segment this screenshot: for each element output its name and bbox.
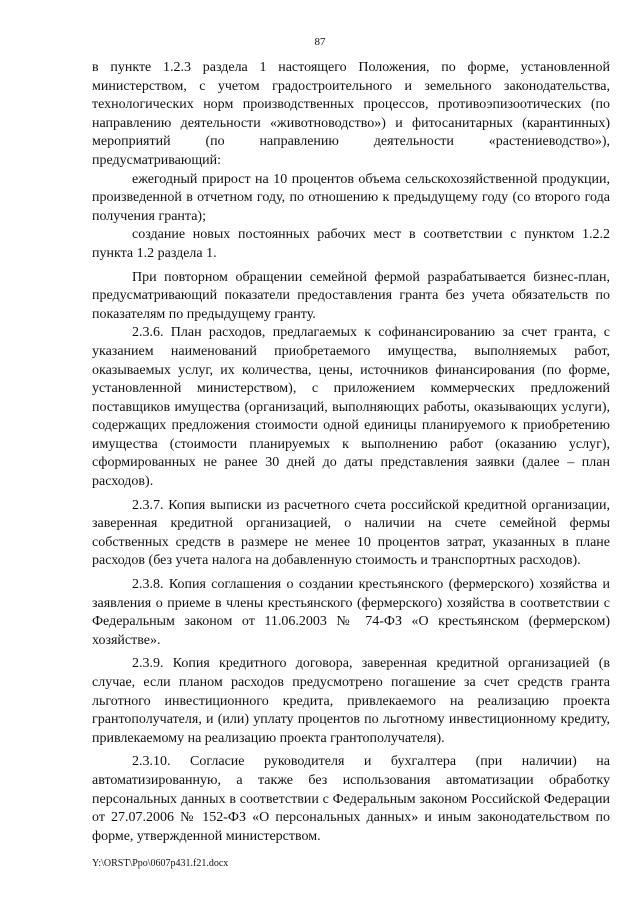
- paragraph: 2.3.9. Копия кредитного договора, заверенная кредитной организацией (в случае, если планом расходов предусмотрено погашение за счет средств гранта льготного инвестиционного кредита, привлекаемого на реализацию проекта грантополучателя, и (или) уплату процентов по льготному инвестиционному кредиту, привлекаемому на реализацию проекта грантополучателя).: [92, 656, 610, 746]
- paragraph: 2.3.6. План расходов, предлагаемых к софинансированию за счет гранта, с указанием наименований приобретаемого имущества, выполняемых работ, оказываемых услуг, их количества, цены, источников финансирования (по форме, установленной министерством), с приложением коммерческих предложений поставщиков имущества (организаций, выполняющих работы, оказывающих услуги), содержащих предложения стоимости одной единицы планируемого к приобретению имущества (стоимости планируемых к выполнению работ (оказанию услуг), сформированных не ранее 30 дней до даты представления заявки (далее – план расходов).: [92, 325, 610, 490]
- page-number: 87: [314, 36, 326, 48]
- document-body: [92, 59, 610, 846]
- footer-file-path: Y:\ORST\Ppo\0607p431.f21.docx: [92, 858, 229, 869]
- paragraph: создание новых постоянных рабочих мест в соответствии с пунктом 1.2.2 пункта 1.2 раздела 1.: [92, 227, 610, 261]
- paragraph: в пункте 1.2.3 раздела 1 настоящего Положения, по форме, установленной министерством, с учетом градостроительного и земельного законодательства, технологических норм производственных процессов, противоэпизоотических (по направлению деятельности «животноводство») и фитосанитарных (карантинных) мероприятий (по направлению деятельности «растениеводство»), предусматривающий:: [92, 60, 610, 168]
- paragraph: 2.3.10. Согласие руководителя и бухгалтера (при наличии) на автоматизированную, а также без использования автоматизации обработку персональных данных в соответствии с Федеральным законом Российской Федерации от 27.07.2006 № 152-ФЗ «О персональных данных» и иным законодательством по форме, утвержденной министерством.: [92, 754, 610, 844]
- paragraph: 2.3.8. Копия соглашения о создании крестьянского (фермерского) хозяйства и заявления о приеме в члены крестьянского (фермерского) хозяйства в соответствии с Федеральным законом от 11.06.2003 № 74-ФЗ «О крестьянском (фермерском) хозяйстве».: [92, 577, 610, 648]
- paragraph: ежегодный прирост на 10 процентов объема сельскохозяйственной продукции, произведенной в отчетном году, по отношению к предыдущему году (со второго года получения гранта);: [92, 171, 610, 224]
- paragraph: 2.3.7. Копия выписки из расчетного счета российской кредитной организации, заверенная кредитной организацией, о наличии на счете семейной фермы собственных средств в размере не менее 10 процентов затрат, указанных в плане расходов (без учета налога на добавленную стоимость и транспортных расходов).: [92, 497, 610, 569]
- paragraph: При повторном обращении семейной фермой разрабатывается бизнес-план, предусматривающий показатели предоставления гранта без учета обязательств по показателям по предыдущему гранту.: [92, 269, 610, 322]
